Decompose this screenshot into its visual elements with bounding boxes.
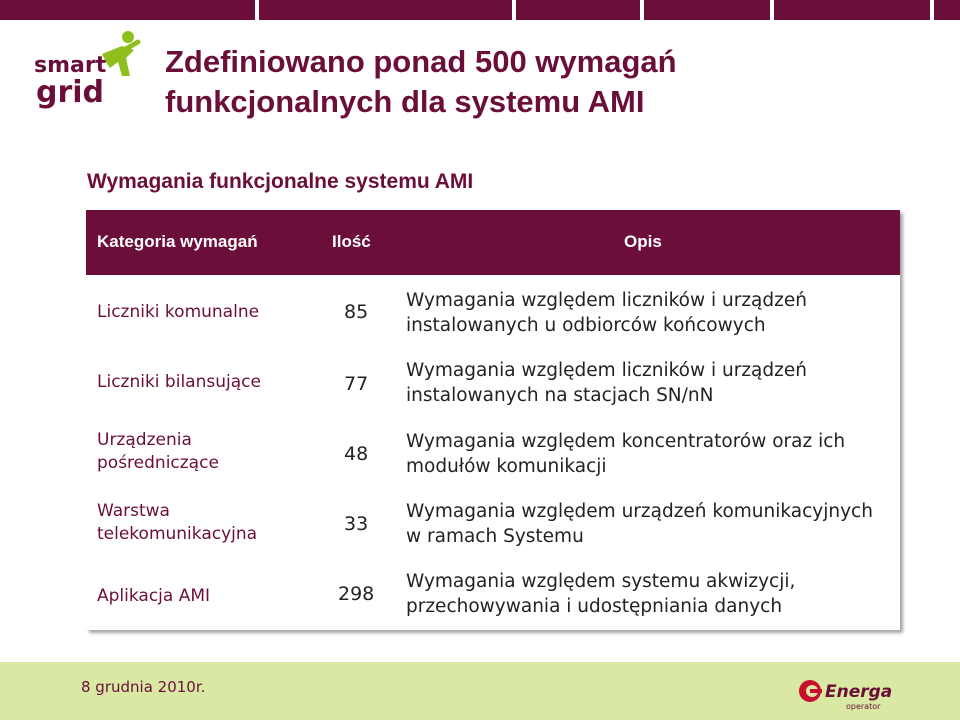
top-bar-separator [770,0,774,20]
title-line-2: funkcjonalnych dla systemu AMI [165,84,645,119]
title-line-1: Zdefiniowano ponad 500 wymagań [165,44,677,79]
energa-logo [798,676,898,714]
table-row [86,282,900,352]
column-header-count: Ilość [332,232,371,251]
table-header [86,210,900,275]
energa-subtitle: operator [846,702,881,711]
row-description: Wymagania względem koncentratorów oraz ich modułów komunikacji [406,431,846,477]
column-header-description: Opis [624,232,662,251]
requirements-table [86,210,900,630]
row-count: 77 [344,373,369,395]
row-category: Liczniki komunalne [97,302,260,322]
table-row [86,495,900,565]
row-count: 48 [344,443,369,465]
smart-grid-logo [30,28,142,110]
top-bar-separator [512,0,516,20]
energa-name: Energa [825,682,893,702]
logo-text-grid: grid [36,75,105,110]
table-row [86,565,900,635]
table-row [86,354,900,424]
row-count: 298 [338,583,375,605]
energa-swirl-icon [799,680,822,702]
row-description: Wymagania względem liczników i urządzeń instalowanych na stacjach SN/nN [406,360,807,406]
row-category: Liczniki bilansujące [97,372,261,392]
row-count: 33 [344,513,369,535]
row-description: Wymagania względem systemu akwizycji, przechowywania i udostępniania danych [406,571,796,617]
top-bar-separator [930,0,934,20]
page-title [165,42,925,122]
logo-text-smart: smart [34,53,107,78]
person-plug-icon [102,31,138,76]
top-bar [0,0,960,20]
row-category: Aplikacja AMI [97,586,211,606]
row-description: Wymagania względem liczników i urządzeń instalowanych u odbiorców końcowych [406,290,807,336]
row-description: Wymagania względem urządzeń komunikacyjnych w ramach Systemu [406,501,873,547]
column-header-category: Kategoria wymagań [97,232,258,251]
table-row [86,425,900,495]
top-bar-separator [640,0,644,20]
top-bar-separator [255,0,259,20]
footer-date: 8 grudnia 2010r. [81,678,206,696]
section-subtitle: Wymagania funkcjonalne systemu AMI [87,170,474,193]
row-category: Warstwa telekomunikacyjna [97,501,258,544]
row-count: 85 [344,301,369,323]
row-category: Urządzenia pośredniczące [97,430,219,473]
